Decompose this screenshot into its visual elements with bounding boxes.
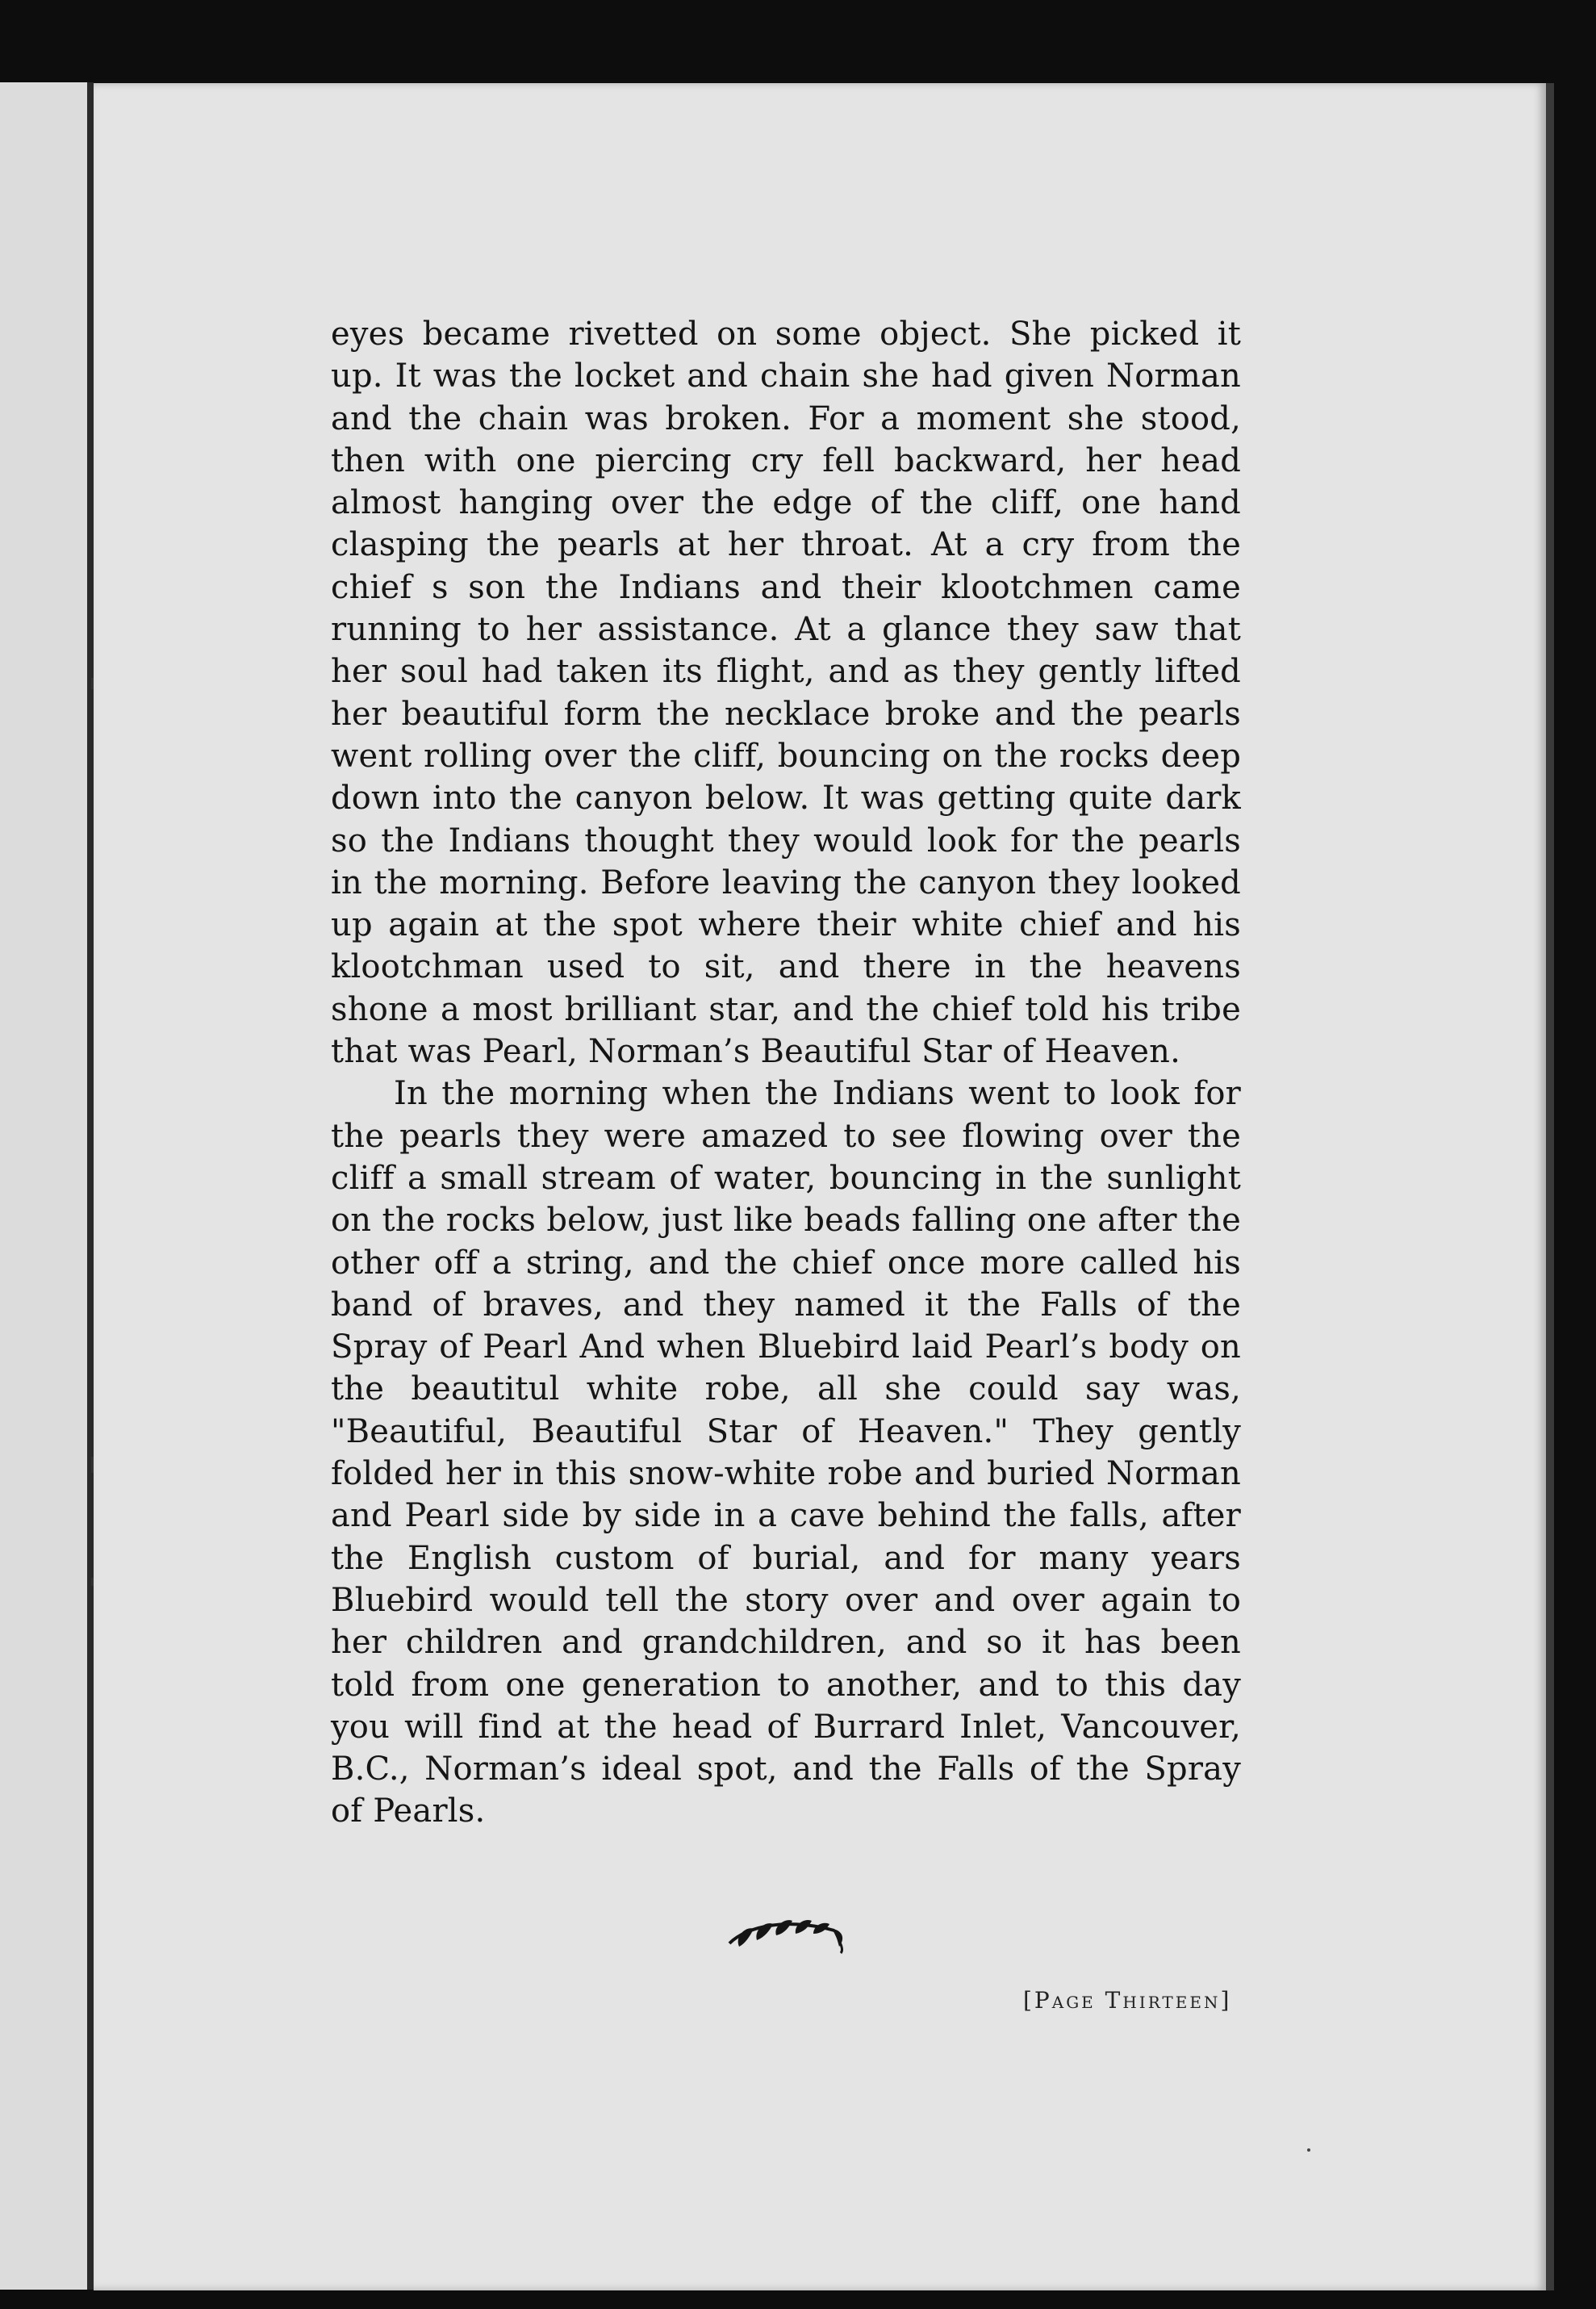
- scan-speck: [1307, 2148, 1310, 2152]
- facing-page-edge: [0, 82, 90, 2290]
- paragraph-1: eyes became rivetted on some object. She picked it up. It was the locket and chain she had given Norman and the chain was broken. For a moment she stood, then with one piercing cry fell backward, her head almost hanging over the edge of the cliff, one hand clasping the pearls at her throat. At a cry from the chief s son the Indians and their klootchmen came running to her assistance. At a glance they saw that her soul had taken its flight, and as they gently lifted her beautiful form the necklace broke and the pearls went rolling over the cliff, bouncing on the rocks deep down into the canyon below. It was getting quite dark so the Indians thought they would look for the pearls in the morning. Before leaving the canyon they looked up again at the spot where their white chief and his klootchman used to sit, and there in the heavens shone a most brilliant star, and the chief told his tribe that was Pearl, Norman’s Beautiful Star of Heaven.: [331, 316, 1241, 1071]
- page-edge-shadow: [1546, 83, 1554, 2290]
- book-gutter: [87, 82, 94, 2290]
- leaf-sprig-ornament-icon: [723, 1911, 852, 1960]
- paragraph-2: In the morning when the Indians went to look for the pearls they were amazed to see flowing over the cliff a small stream of water, bouncing in the sunlight on the rocks below, just like beads falling one after the other off a string, and the chief once more called his band of braves, and they named it the Falls of the Spray of Pearl And when Bluebird laid Pearl’s body on the beautitul white robe, all she could say was, "Beautiful, Beautiful Star of Heaven." They gently folded her in this snow-white robe and buried Norman and Pearl side by side in a cave behind the falls, after the English custom of burial, and for many years Bluebird would tell the story over and over again to her children and grandchildren, and so it has been told from one generation to another, and to this day you will find at the head of Burrard Inlet, Vancouver, B.C., Norman’s ideal spot, and the Falls of the Spray of Pearls.: [331, 1075, 1241, 1830]
- page-number-folio: [Page Thirteen]: [1023, 1987, 1232, 2014]
- page-body-text: [331, 313, 1241, 1833]
